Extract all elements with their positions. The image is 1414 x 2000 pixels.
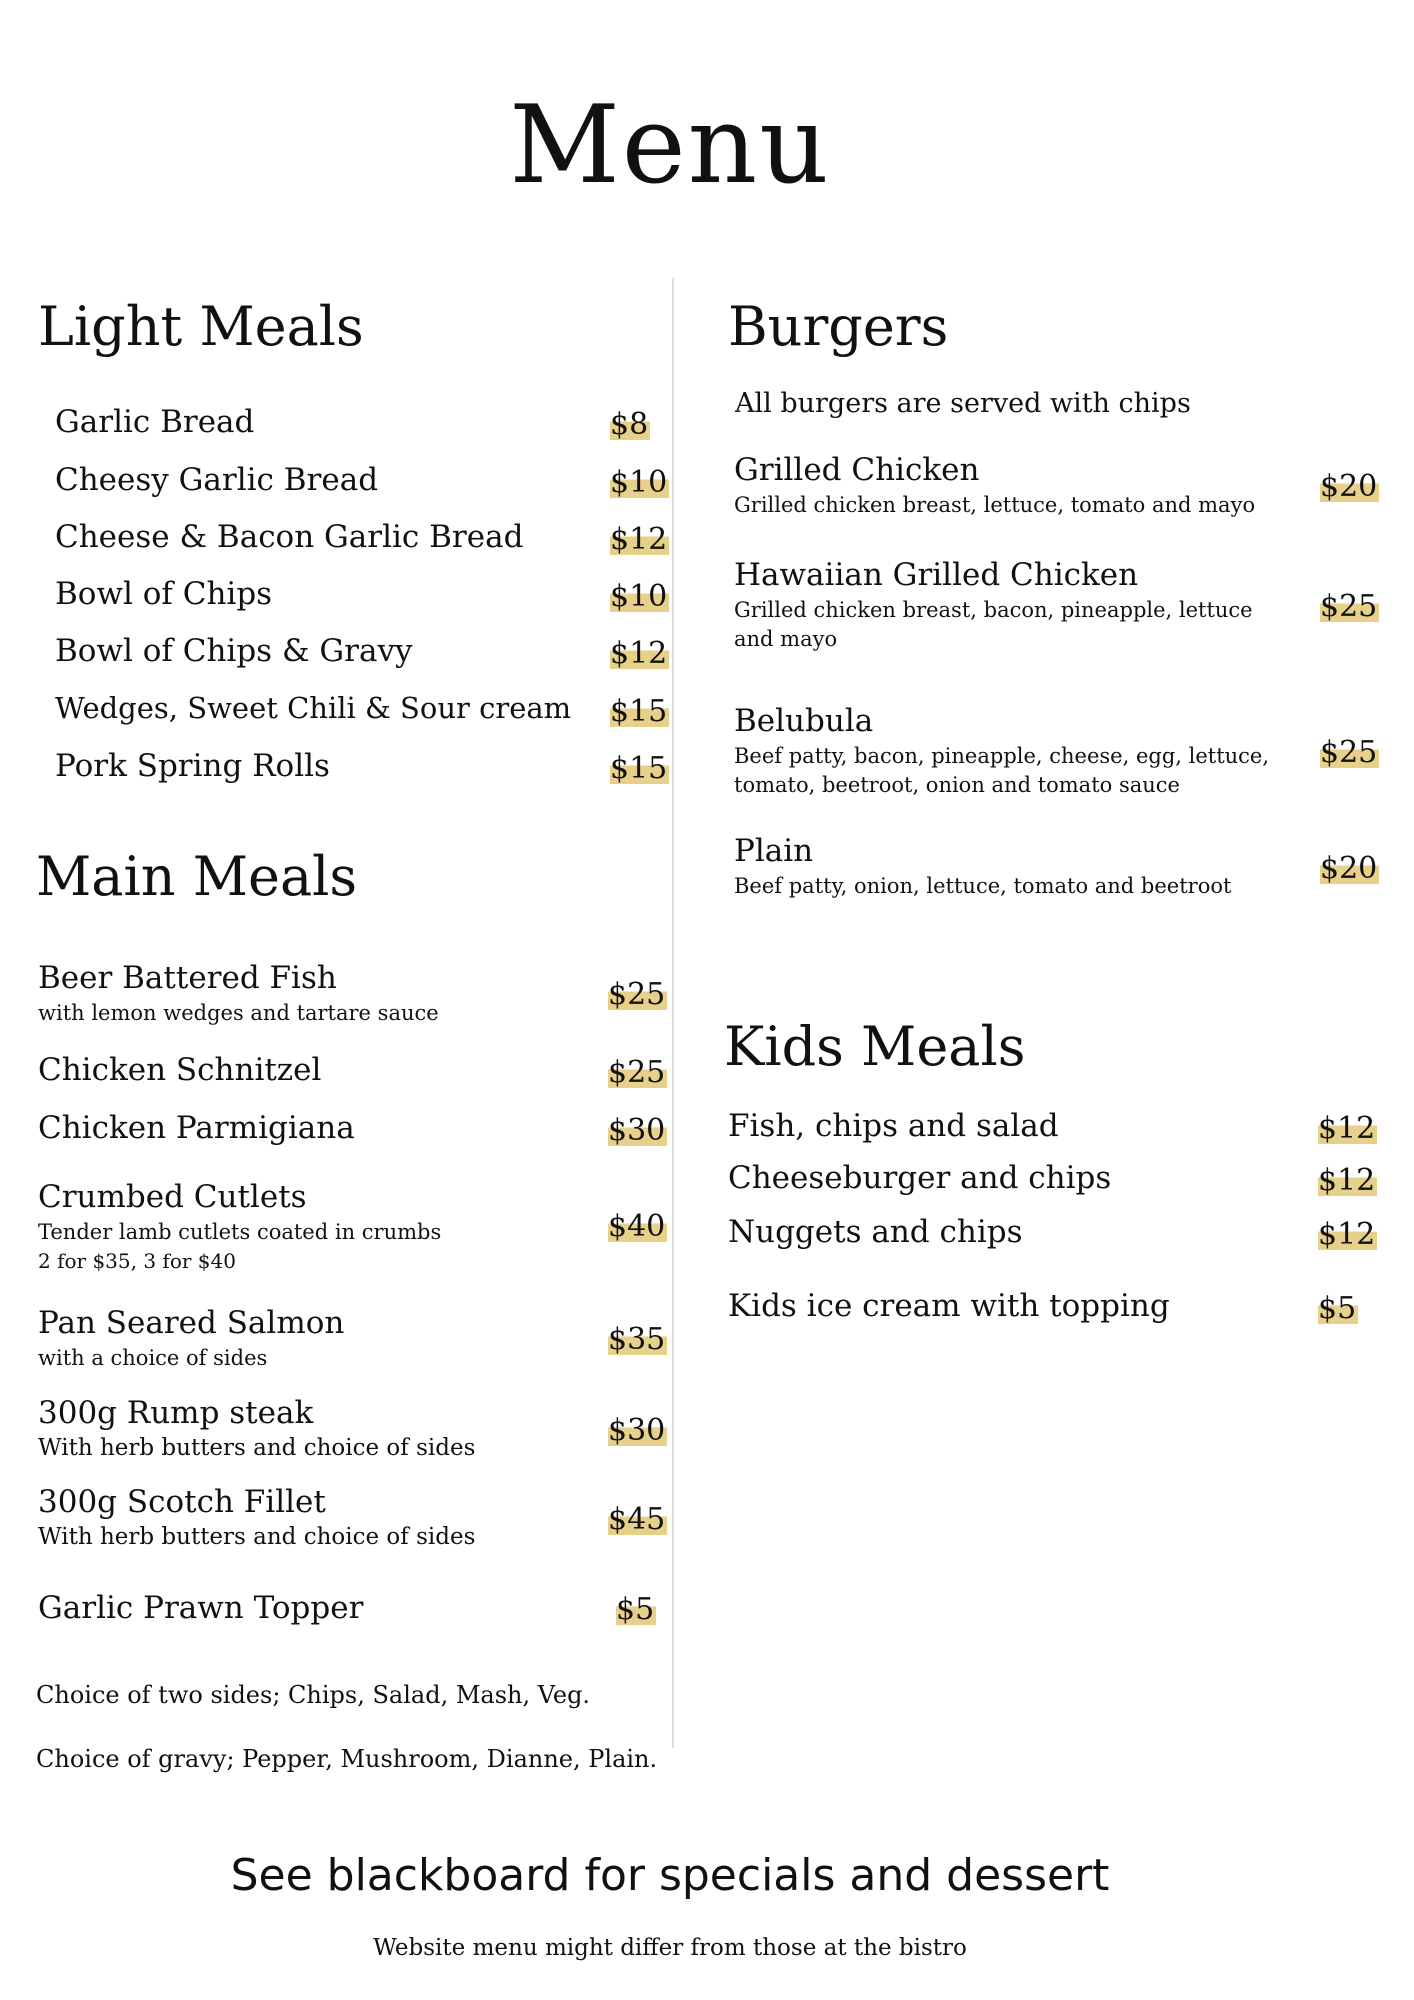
list-item [38, 1052, 666, 1091]
item-name: Cheese & Bacon Garlic Bread [55, 519, 524, 555]
burgers-heading: Burgers [728, 295, 949, 358]
item-name: Chicken Schnitzel [38, 1052, 322, 1088]
list-item [55, 576, 668, 615]
item-description: Beef patty, bacon, pineapple, cheese, egg, lettuce, tomato, beetroot, onion and tomato sauce [734, 744, 1270, 797]
item-description: Grilled chicken breast, lettuce, tomato and mayo [734, 493, 1256, 517]
list-item [55, 519, 668, 558]
list-item [728, 1160, 1376, 1199]
item-price: $25 [608, 1055, 666, 1090]
list-item [38, 1305, 666, 1372]
page-title: Menu [509, 83, 831, 208]
item-price: $45 [608, 1502, 666, 1537]
item-description: With herb butters and choice of sides [38, 1524, 476, 1550]
item-price: $12 [610, 636, 668, 671]
item-price: $25 [1320, 735, 1378, 770]
item-description: with lemon wedges and tartare sauce [38, 1001, 439, 1025]
list-item [55, 462, 668, 501]
item-price: $12 [610, 522, 668, 557]
item-price: $25 [1320, 589, 1378, 624]
item-name: Fish, chips and salad [728, 1108, 1059, 1144]
item-price: $40 [608, 1209, 666, 1244]
item-price: $12 [1318, 1217, 1376, 1252]
item-name: Beer Battered Fish [38, 960, 337, 996]
list-item [38, 1484, 666, 1551]
item-name: Nuggets and chips [728, 1214, 1023, 1250]
gravy-note: Choice of gravy; Pepper, Mushroom, Dianne, Plain. [36, 1745, 658, 1773]
item-price: $25 [608, 977, 666, 1012]
list-item [55, 633, 668, 672]
item-price: $12 [1318, 1111, 1376, 1146]
item-description: Beef patty, onion, lettuce, tomato and beetroot [734, 874, 1232, 898]
list-item [38, 1110, 666, 1149]
list-item [734, 703, 1378, 798]
item-name: Belubula [734, 703, 874, 739]
item-price: $20 [1320, 469, 1378, 504]
list-item [55, 748, 668, 787]
list-item [38, 1590, 665, 1629]
item-description: with a choice of sides [38, 1346, 268, 1370]
list-item [55, 404, 665, 443]
item-price: $30 [608, 1113, 666, 1148]
kids-meals-heading: Kids Meals [724, 1015, 1026, 1078]
item-name: Garlic Prawn Topper [38, 1590, 364, 1626]
item-name: Garlic Bread [55, 404, 255, 440]
main-meals-heading: Main Meals [36, 845, 358, 908]
item-name: Bowl of Chips [55, 576, 273, 612]
item-name: 300g Scotch Fillet [38, 1484, 326, 1520]
item-name: Plain [734, 833, 814, 869]
item-name: Cheesy Garlic Bread [55, 462, 379, 498]
item-name: Pork Spring Rolls [55, 748, 330, 784]
item-name: Kids ice cream with topping [728, 1288, 1170, 1324]
item-price: $15 [610, 751, 668, 786]
item-name: Crumbed Cutlets [38, 1179, 307, 1215]
item-price: $30 [608, 1413, 666, 1448]
list-item [38, 1179, 666, 1278]
specials-notice: See blackboard for specials and dessert [230, 1850, 1110, 1901]
item-name: Bowl of Chips & Gravy [55, 633, 413, 669]
website-disclaimer: Website menu might differ from those at the bistro [373, 1935, 967, 1961]
list-item [734, 452, 1378, 519]
list-item [55, 691, 668, 730]
item-name: 300g Rump steak [38, 1395, 314, 1431]
list-item [734, 833, 1378, 900]
column-divider [672, 278, 674, 1748]
list-item [728, 1108, 1376, 1147]
item-price: $20 [1320, 851, 1378, 886]
item-name: Wedges, Sweet Chili & Sour cream [55, 691, 572, 725]
item-name: Cheeseburger and chips [728, 1160, 1112, 1196]
item-description: With herb butters and choice of sides [38, 1435, 476, 1461]
item-price: $5 [616, 1592, 655, 1627]
burgers-subtitle: All burgers are served with chips [735, 388, 1191, 419]
item-price: $8 [610, 407, 649, 442]
item-price: $10 [610, 465, 668, 500]
item-price: $5 [1318, 1291, 1357, 1326]
item-description: Tender lamb cutlets coated in crumbs [38, 1220, 442, 1244]
item-description: Grilled chicken breast, bacon, pineapple, lettuce and mayo [734, 598, 1253, 651]
item-price: $12 [1318, 1163, 1376, 1198]
list-item [728, 1214, 1376, 1253]
light-meals-heading: Light Meals [38, 295, 364, 358]
item-price: $15 [610, 694, 668, 729]
list-item [38, 960, 666, 1027]
list-item [38, 1395, 666, 1462]
item-name: Pan Seared Salmon [38, 1305, 345, 1341]
list-item [734, 557, 1378, 652]
item-price: $35 [608, 1322, 666, 1357]
item-name: Hawaiian Grilled Chicken [734, 557, 1139, 593]
list-item [728, 1288, 1374, 1327]
item-name: Chicken Parmigiana [38, 1110, 355, 1146]
item-description-extra: 2 for $35, 3 for $40 [38, 1249, 236, 1273]
sides-note: Choice of two sides; Chips, Salad, Mash, Veg. [36, 1681, 591, 1709]
item-name: Grilled Chicken [734, 452, 980, 488]
item-price: $10 [610, 579, 668, 614]
